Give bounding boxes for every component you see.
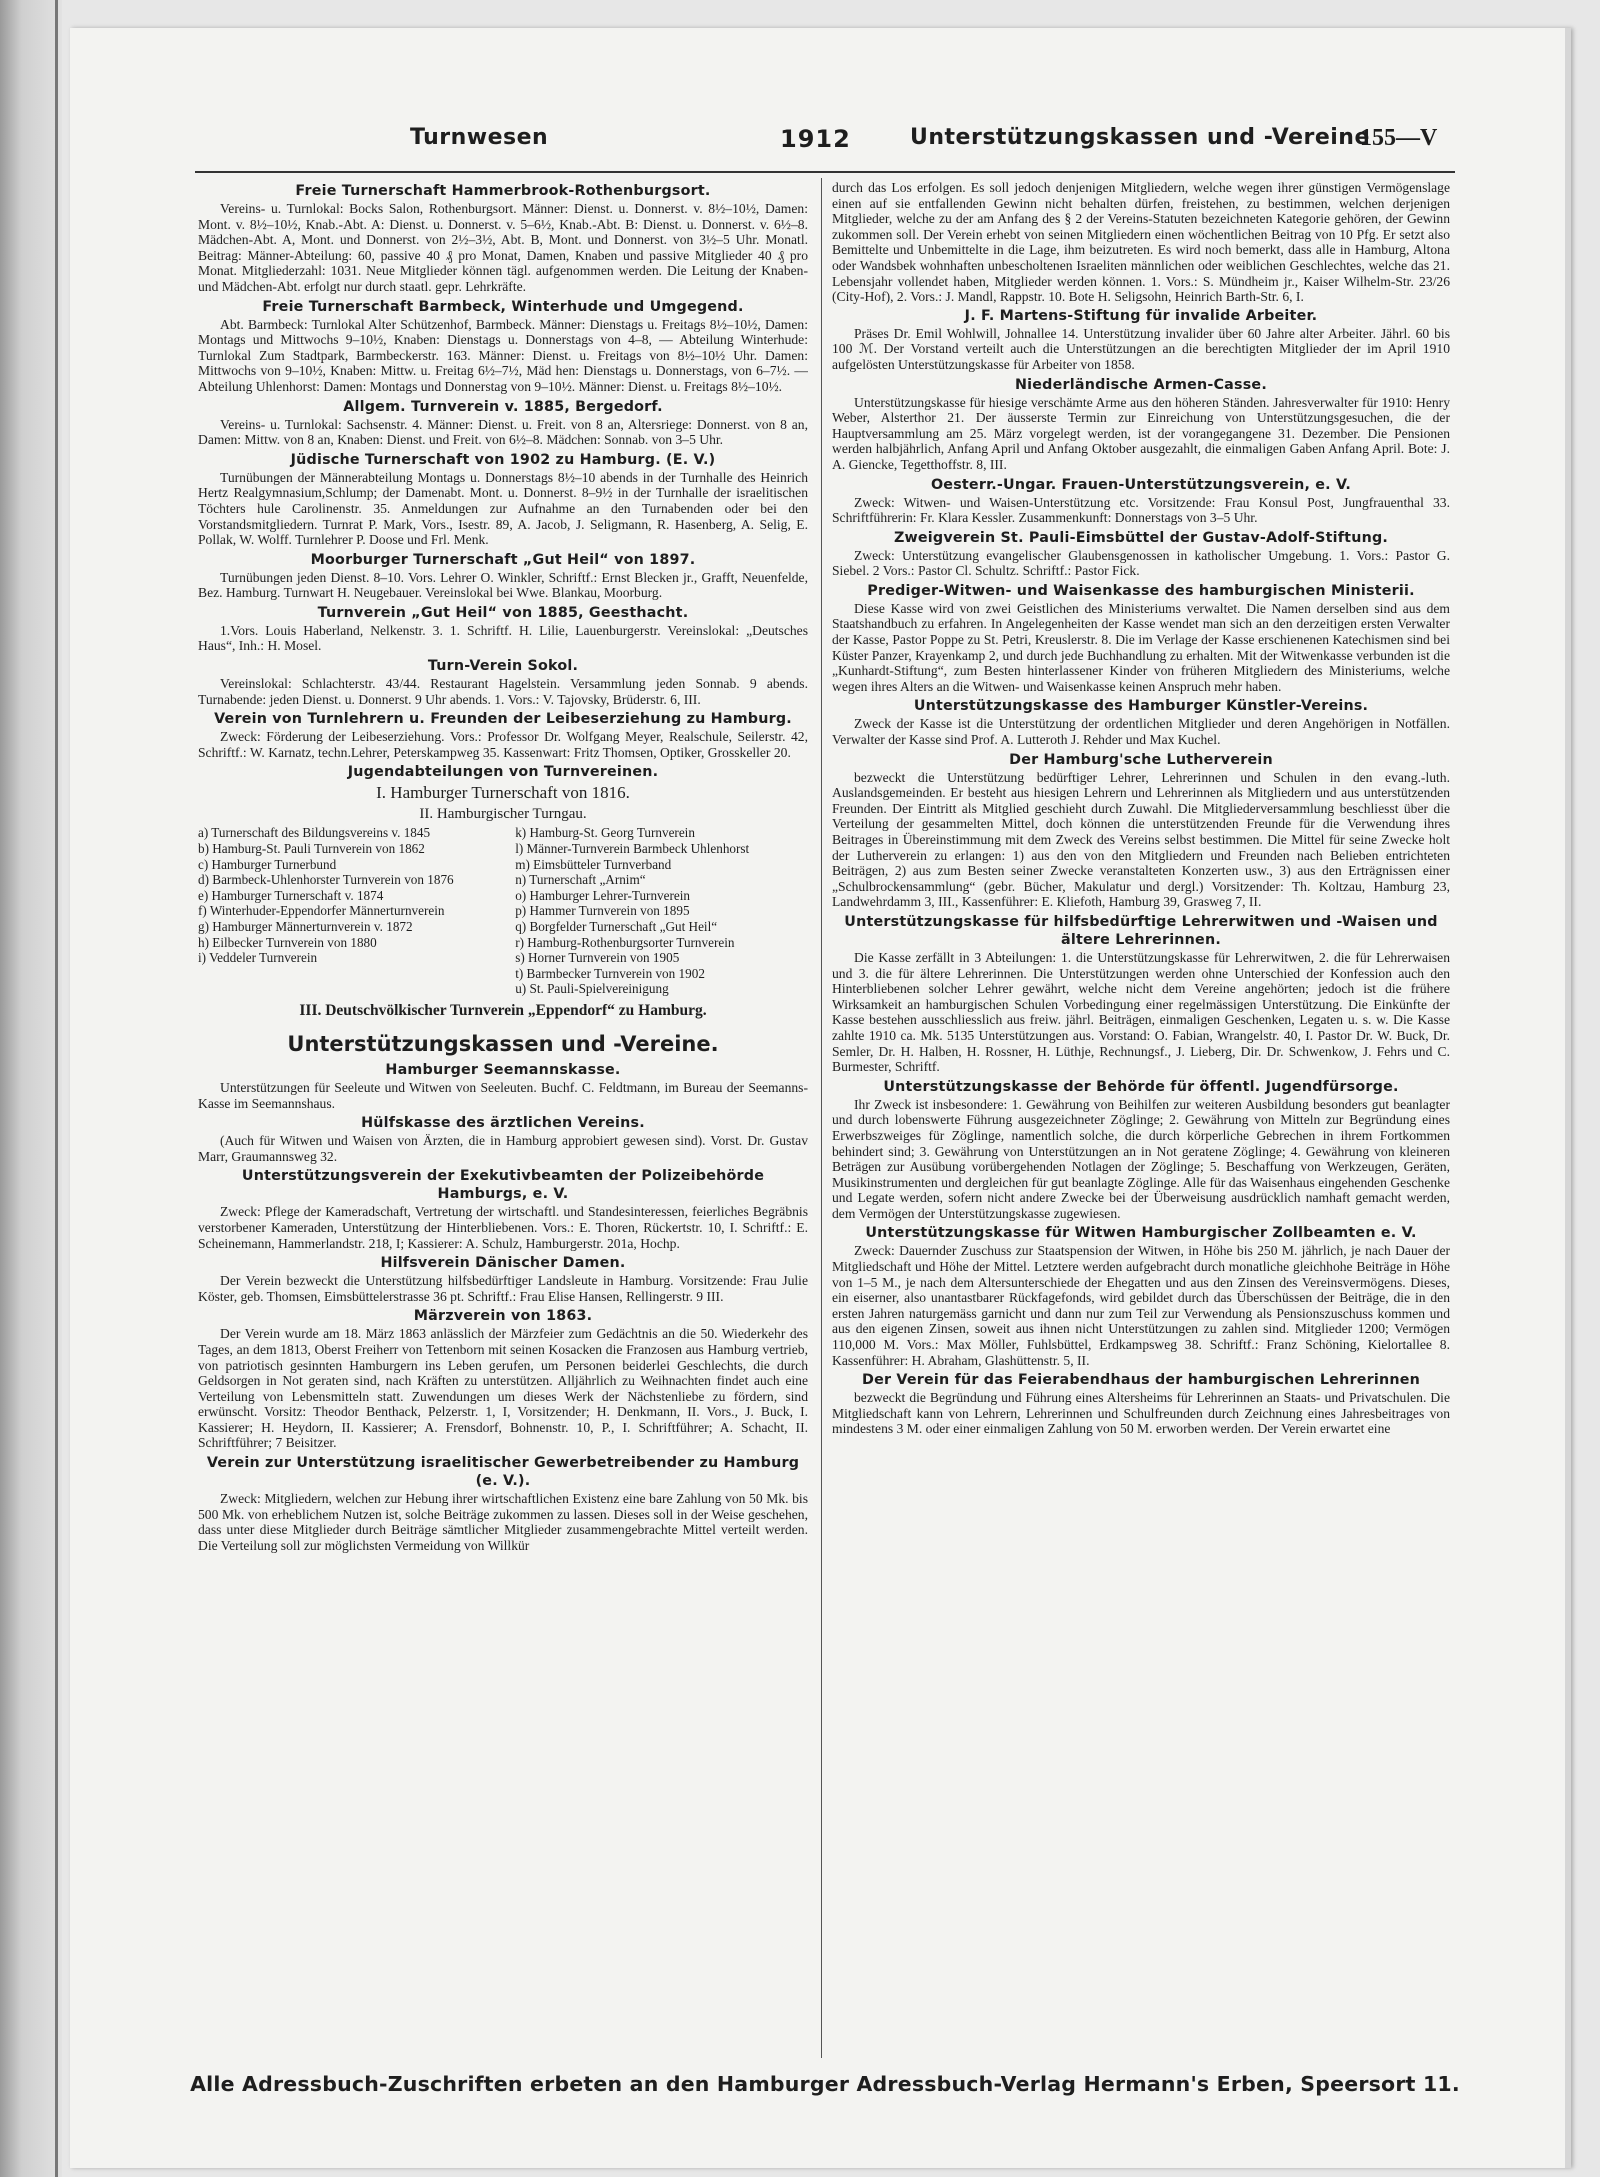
right-sections bbox=[832, 307, 1450, 1437]
jugend-sub1: I. Hamburger Turnerschaft von 1816. bbox=[376, 783, 630, 803]
entry-section bbox=[832, 1224, 1450, 1368]
jugend-list-item: a) Turnerschaft des Bildungsvereins v. 1845 bbox=[198, 825, 431, 841]
entry-section bbox=[832, 1371, 1450, 1437]
entry-body: Der Verein wurde am 18. März 1863 anlässlich der Märzfeier zum Gedächtnis an die 50. Wiederkehr des Tages, an dem 1813, Oberst Freiherr von Tettenborn mit seinen Kosacken die Franzosen aus Hamburg vertrieb, von patriotisch gesinnten Hamburgern ins Leben gerufen, um Personen beiderlei Geschlechts, die durch Geldsorgen in Not geraten sind, nach Kräften zu unterstützen. Alljährlich zu Weihnachten findet auch eine Verteilung von Lebensmitteln statt. Zuwendungen um dieses Werk der Nächstenliebe zu fördern, sind erwünscht. Vorsitz: Theodor Benthack, Pelzerstr. 1, I, Vorsitzender; H. Denkmann, II. Vors., J. Buck, I. Kassierer; H. Heydorn, II. Kassierer; A. Frensdorf, Bohnenstr. 10, P., I. Schriftführer; A. Schacht, II. Schriftführer; 7 Beisitzer. bbox=[198, 1326, 808, 1451]
entry-body: Zweck: Dauernder Zuschuss zur Staatspension der Witwen, in Höhe bis 250 M. jährlich, je nach Dauer der Mitgliedschaft und Höhe der Mittel. Letztere werden aufgebracht durch monatliche gleichhohe Beiträge in Höhe von 1–5 M., je nach dem Altersunterschiede der Ehegatten und aus den Zinsen des Vereinsvermögens. Dieses, ein eiserner, also unantastbarer Rückfagefonds, wird gebildet durch das Überschüssen der Beiträge, die in den ersten Jahren naturgemäss garnicht und dann nur zum Teil zur Verwendung als Pensionszuschuss kommen und aus den eigenen Zinsen, soweit aus ihnen nicht Unterstützungen zu zahlen sind. Mitglieder 1200; Vermögen 110,000 M. Vors.: Max Möller, Fuhlsbüttel, Erdkampsweg 38. Schriftf.: Franz Schöning, Kielortallee 8. Kassenführer: H. Abraham, Glashüttenstr. 5, II. bbox=[832, 1243, 1450, 1368]
entry-heading: Niederländische Armen-Casse. bbox=[1015, 376, 1267, 393]
entry-heading: Hilfsverein Dänischer Damen. bbox=[380, 1255, 626, 1272]
entry-section bbox=[832, 1078, 1450, 1222]
entry-section bbox=[198, 1114, 808, 1164]
entry-section bbox=[198, 1061, 808, 1111]
jugend-list-item: i) Veddeler Turnverein bbox=[198, 950, 318, 966]
entry-heading: Turn-Verein Sokol. bbox=[427, 658, 579, 675]
entry-heading: J. F. Martens-Stiftung für invalide Arbeiter. bbox=[964, 307, 1318, 324]
left-sections-top bbox=[198, 182, 808, 760]
entry-body: Zweck: Witwen- und Waisen-Unterstützung etc. Vorsitzende: Frau Konsul Post, Jungfrauenthal 33. Schriftführerin: Fr. Klara Kessler. Zusammenkunft: Donnerstags von 3–5 Uhr. bbox=[832, 494, 1450, 526]
entry-body: Zweck: Mitgliedern, welchen zur Hebung ihrer wirtschaftlichen Existenz eine bare Zahlung von 50 Mk. bis 500 Mk. von erheblichem Nutzen ist, solche Beiträge zukommen zu lassen. Dieses soll in der Weise geschehen, dass unter diese Mitglieder durch Beiträge sämtlicher Mitglieder zusammengebrachte Mittel verteilt werden. Die Verteilung soll zur möglichsten Vermeidung von Willkür bbox=[198, 1491, 808, 1553]
header-chapter-title: Unterstützungskassen und -Vereine bbox=[910, 125, 1370, 150]
entry-section bbox=[198, 451, 808, 548]
right-column bbox=[832, 180, 1450, 2060]
entry-body: bezweckt die Begründung und Führung eines Altersheims für Lehrerinnen an Staats- und Privatschulen. Die Mitgliedschaft kann von Lehrern, Lehrerinnen und Schulfreunden durch Zeichnung eines Jahresbeitrages von mindestens 3 M. oder einer einmaligen Zahlung von 50 M. erworben werden. Der Verein erwartet eine bbox=[832, 1390, 1450, 1437]
entry-section bbox=[198, 710, 808, 760]
jugend-list-item: p) Hammer Turnverein von 1895 bbox=[515, 903, 690, 919]
entry-section bbox=[832, 913, 1450, 1075]
left-column bbox=[198, 180, 808, 2060]
column-divider bbox=[821, 178, 822, 2058]
entry-body: bezweckt die Unterstützung bedürftiger Lehrer, Lehrerinnen und Schulen in den evang.-luth. Auslandsgemeinden. Er besteht aus hiesigen Lehrern und Lehrerinnen als Mitgliedern und aus unterstützenden Freunden. Der Eintritt als Mitglied geschieht durch Zuwahl. Die Mitgliederversammlung beschliesst über die Verteilung der gesammelten Mittel, doch können die unterstützenden Freunde für die Verwendung ihres Beitrages in Übereinstimmung mit dem Zweck des Vereins selbst bestimmen. Die Mittel für seine Zwecke holt der Lutherverein zu erlangen: 1) aus den von den Mitgliedern und Freunden nach Belieben entrichteten Beiträgen, 2) aus zum Besten seiner Zwecke veranstalteten Konzerten usw., 3) aus den Erträgnissen einer „Schulbrockensammlung“ (gebr. Bücher, Makulatur und dergl.) Vorsitzender: Th. Koltzau, Hamburg 23, Landwehrdamm 3, III., Kassenführer: E. Kliefoth, Hamburg 39, Grasweg 7, II. bbox=[832, 769, 1450, 910]
entry-heading: Turnverein „Gut Heil“ von 1885, Geesthacht. bbox=[317, 604, 689, 621]
entry-heading: Hamburger Seemannskasse. bbox=[385, 1061, 621, 1078]
entry-body: Zweck der Kasse ist die Unterstützung der ordentlichen Mitglieder und deren Angehörigen in Notfällen. Verwalter der Kasse sind Prof. A. Lutteroth J. Rehder und Max Kuchel. bbox=[832, 716, 1450, 748]
entry-body: Präses Dr. Emil Wohlwill, Johnallee 14. Unterstützung invalider über 60 Jahre alter Arbeiter. Jährl. 60 bis 100 ℳ. Der Vorstand verteilt auch die Unterstützungen an die berechtigten Mitglieder der im April 1910 aufgelösten Unterstützungskasse für Arbeiter von 1858. bbox=[832, 325, 1450, 372]
page-header bbox=[120, 125, 1455, 165]
entry-heading: Jüdische Turnerschaft von 1902 zu Hamburg. (E. V.) bbox=[290, 451, 716, 468]
left-sections-bottom bbox=[198, 1061, 808, 1553]
jugend-list-item: q) Borgfelder Turnerschaft „Gut Heil“ bbox=[515, 919, 718, 934]
jugend-sub2: II. Hamburgischer Turngau. bbox=[419, 806, 587, 823]
jugend-list-item: l) Männer-Turnverein Barmbeck Uhlenhorst bbox=[515, 841, 750, 857]
entry-section bbox=[198, 398, 808, 448]
entry-heading: Moorburger Turnerschaft „Gut Heil“ von 1897. bbox=[310, 551, 696, 568]
entry-heading: Verein zur Unterstützung israelitischer Gewerbetreibender zu Hamburg (e. V.). bbox=[206, 1455, 800, 1490]
entry-section bbox=[198, 182, 808, 295]
entry-heading: Der Hamburg'sche Lutherverein bbox=[1009, 751, 1273, 768]
jugend-list-item: g) Hamburger Männerturnverein v. 1872 bbox=[198, 919, 413, 934]
entry-body: Vereins- u. Turnlokal: Sachsenstr. 4. Männer: Dienst. u. Freit. von 8 an, Altersriege: Donnerst. von 8 an, Damen: Mittw. von 8 an, Knaben: Dienst. und Freit. von 6½–8. Mädchen: Sonnab. von 3–5 Uhr. bbox=[198, 416, 808, 448]
entry-body: Zweck: Unterstützung evangelischer Glaubensgenossen in katholischer Umgebung. 1. Vors.: Pastor G. Siebel. 2 Vors.: Pastor Cl. Schultz. Schriftf.: Pastor Fick. bbox=[832, 547, 1450, 579]
jugend-list-item: k) Hamburg-St. Georg Turnverein bbox=[515, 825, 695, 841]
entry-body: Ihr Zweck ist insbesondere: 1. Gewährung von Beihilfen zur weiteren Ausbildung besonders gut beanlagter und durch lobenswerte Führung ausgezeichneter Zöglinge; 2. Gewährung von Mitteln zur Begründung eines Erwerbszweiges für Zöglinge, namentlich solche, die durch körperliche Gebrechen in ihrem Fortkommen behindert sind; 3. Gewährung von Unterstützungen an in Not geratene Zöglinge; 4. Gewährung von kleineren Beträgen zur Ausübung vorübergehenden Notlagen der Zöglinge; 5. Beschaffung von Werkzeugen, Geräten, Musikinstrumenten und dergleichen für gut beanlagte Zöglinge. Alle für das Waisenhaus eingehenden Geschenke und Legate werden, sofern nicht andere Zwecke bei der Überweisung ausdrücklich namhaft gemacht werden, dem Vermögen der Unterstützungskasse zugewiesen. bbox=[832, 1096, 1450, 1221]
header-year: 1912 bbox=[780, 125, 851, 153]
entry-body: Zweck: Pflege der Kameradschaft, Vertretung der wirtschaftl. und Standesinteressen, feierliches Begräbnis verstorbener Kameraden, Unterstützung der Hinterbliebenen. Vors.: E. Thoren, Rückertstr. 10, I. Schriftf.: E. Scheinemann, Hammerlandstr. 218, I; Kassierer: A. Schulz, Hamburgerstr. 201a, Hochp. bbox=[198, 1204, 808, 1251]
entry-section bbox=[198, 551, 808, 601]
entry-section bbox=[832, 697, 1450, 747]
header-section-title: Turnwesen bbox=[410, 125, 549, 150]
entry-section bbox=[832, 751, 1450, 910]
book-gutter bbox=[0, 0, 62, 2177]
entry-body: Der Verein bezweckt die Unterstützung hilfsbedürftiger Landsleute in Hamburg. Vorsitzende: Frau Julie Köster, geb. Thomsen, Eimsbüttelerstrasse 36 pt. Schriftf.: Frau Elise Hansen, Rellingerstr. 9 III. bbox=[198, 1273, 808, 1304]
jugend-section bbox=[198, 763, 808, 1020]
entry-section bbox=[832, 476, 1450, 526]
entry-heading: Zweigverein St. Pauli-Eimsbüttel der Gustav-Adolf-Stiftung. bbox=[893, 529, 1389, 546]
jugend-list-right bbox=[515, 825, 808, 997]
entry-heading: Hülfskasse des ärztlichen Vereins. bbox=[361, 1115, 645, 1132]
right-intro-text: durch das Los erfolgen. Es soll jedoch denjenigen Mitgliedern, welche wegen ihrer günstigen Vermögenslage einen auf sie entfallenden Gewinn nicht behalten dürfen, freistehen, zu bestimmen, welchen derjenigen Mitglieder, welche zu der am Anfang des § 2 der Vereins-Statuten bezeichneten Kategorie gehören, der Gewinn zukommen soll. Der Verein erhebt von seinen Mitgliedern einen wöchentlichen Beitrag von 10 Pfg. Er setzt also Bemittelte und Unbemittelte in die Lage, ihm beizutreten. Es wird noch bemerkt, dass alle in Hamburg, Altona oder Wandsbek wohnhaften unbescholtenen Israeliten männlichen oder weiblichen Geschlechtes, welche das 21. Lebensjahr vollendet haben, Mitglieder werden können. 1. Vors.: S. Mündheim jr., Kaiser Wilhelm-Str. 23/26 (City-Hof), 2. Vors.: J. Mandl, Rappstr. 10. Bote H. Seligsohn, Heinrich Barth-Str. 6, I. bbox=[832, 180, 1450, 305]
entry-body: Zweck: Förderung der Leibeserziehung. Vors.: Professor Dr. Wolfgang Meyer, Realschule, Seilerstr. 42, Schriftf.: W. Karnatz, techn.Lehrer, Peterskampweg 35. Kassenwart: Fritz Thomsen, Optiker, Grosskeller 20. bbox=[198, 729, 808, 760]
entry-body: Turnübungen der Männerabteilung Montags u. Donnerstags 8½–10 abends in der Turnhalle des Heinrich Hertz Realgymnasium,Schlump; der Damenabt. Mont. u. Donnerst. 8–9½ in der Turnhalle der israelitischen Töchters hule Carolinenstr. 35. Anmeldungen zur Aufnahme an den Turnabenden oder bei den Vorstandsmitgliedern. Turnrat P. Mark, Vors., Isestr. 89, A. Jacob, J. Seligmann, R. Hasenberg, A. Selig, E. Pollak, W. Wolff. Turnlehrer P. Doose und Frl. Menk. bbox=[198, 469, 808, 548]
entry-heading: Unterstützungskasse des Hamburger Künstler-Vereins. bbox=[913, 698, 1369, 715]
entry-heading: Prediger-Witwen- und Waisenkasse des hamburgischen Ministerii. bbox=[867, 582, 1415, 599]
jugend-heading: Jugendabteilungen von Turnvereinen. bbox=[347, 764, 659, 781]
jugend-list-item: c) Hamburger Turnerbund bbox=[198, 856, 337, 872]
jugend-list-item: o) Hamburger Lehrer-Turnverein bbox=[515, 887, 690, 903]
entry-body: Diese Kasse wird von zwei Geistlichen des Ministeriums verwaltet. Die Namen derselben sind aus dem Staatshandbuch zu erfahren. In Angelegenheiten der Kasse wendet man sich an den derzeitigen ersten Verwalter der Kasse, Pastor Poppe zu St. Petri, Kreuslerstr. 8. Die im Verlage der Kasse erschienenen Katechismen sind bei Küster Panzer, Krayenkamp 2, und durch jede Buchhandlung zu erhalten. Mit der Witwenkasse verbunden ist die „Kunhardt-Stiftung“, zum Besten hinterlassener Kinder von früheren Mitgliedern des Ministeriums, welche wegen ihres Alters an die Witwen- und Waisenkasse keinen Anspruch mehr haben. bbox=[832, 600, 1450, 694]
chapter-heading: Unterstützungskassen und -Vereine. bbox=[287, 1031, 719, 1056]
entry-body: Unterstützungen für Seeleute und Witwen von Seeleuten. Buchf. C. Feldtmann, im Bureau der Seemanns-Kasse im Seemannshaus. bbox=[198, 1079, 808, 1111]
entry-body: Vereinslokal: Schlachterstr. 43/44. Restaurant Hagelstein. Versammlung jeden Sonnab. 9 abends. Turnabende: jeden Dienst. u. Donnerst. 9 Uhr abends. 1. Vors.: V. Tajovsky, Brüderstr. 6, III. bbox=[198, 676, 808, 707]
entry-section bbox=[832, 376, 1450, 473]
entry-section bbox=[198, 1454, 808, 1553]
entry-body: Unterstützungskasse für hiesige verschämte Arme aus den höheren Ständen. Jahresverwalter für 1910: Henry Weber, Alsterthor 21. Der äusserste Termin zur Einreichung von Unterstützungsgesuchen, die der Hauptversammlung am 25. März vorgelegt werden, ist der vorangegangene 31. Dezember. Die Pensionen werden halbjährlich, Anfang April und Anfang Oktober ausgezahlt, die einmaligen Gaben Anfang April. Bote: J. A. Giencke, Tegetthoffstr. 8, III. bbox=[832, 394, 1450, 472]
entry-section bbox=[198, 1254, 808, 1304]
entry-heading: Unterstützungskasse für Witwen Hamburgischer Zollbeamten e. V. bbox=[865, 1225, 1417, 1242]
jugend-list-item: m) Eimsbütteler Turnverband bbox=[515, 856, 672, 872]
jugend-sub3: III. Deutschvölkischer Turnverein „Eppendorf“ zu Hamburg. bbox=[299, 1001, 707, 1019]
entry-heading: Unterstützungsverein der Exekutivbeamten der Polizeibehörde Hamburgs, e. V. bbox=[241, 1168, 765, 1203]
footer-notice: Alle Adressbuch-Zuschriften erbeten an den Hamburger Adressbuch-Verlag Hermann's Erben, Speersort 11. bbox=[190, 2072, 1460, 2096]
entry-heading: Märzverein von 1863. bbox=[413, 1308, 593, 1325]
entry-heading: Der Verein für das Feierabendhaus der hamburgischen Lehrerinnen bbox=[862, 1372, 1420, 1389]
jugend-list-item: b) Hamburg-St. Pauli Turnverein von 1862 bbox=[198, 841, 425, 857]
jugend-list-item: r) Hamburg-Rothenburgsorter Turnverein bbox=[515, 934, 735, 950]
jugend-lists bbox=[198, 825, 808, 997]
jugend-list-left bbox=[198, 825, 491, 997]
jugend-list-item: h) Eilbecker Turnverein von 1880 bbox=[198, 934, 377, 950]
entry-heading: Freie Turnerschaft Hammerbrook-Rothenburgsort. bbox=[295, 183, 711, 199]
entry-section bbox=[832, 529, 1450, 579]
entry-body: Turnübungen jeden Dienst. 8–10. Vors. Lehrer O. Winkler, Schriftf.: Ernst Blecken jr., Grafft, Neuenfelde, Bez. Hamburg. Turnwart H. Neugebauer. Vereinslokal bei Wwe. Blankau, Moorburg. bbox=[198, 569, 808, 601]
header-page-number: 155—V bbox=[1360, 125, 1438, 151]
entry-heading: Allgem. Turnverein v. 1885, Bergedorf. bbox=[343, 398, 663, 415]
jugend-list-item: e) Hamburger Turnerschaft v. 1874 bbox=[198, 887, 384, 903]
entry-heading: Oesterr.-Ungar. Frauen-Unterstützungsverein, e. V. bbox=[930, 476, 1352, 493]
entry-body: 1.Vors. Louis Haberland, Nelkenstr. 3. 1. Schriftf. H. Lilie, Lauenburgerstr. Vereinslokal: „Deutsches Haus“, Inh.: H. Mosel. bbox=[198, 622, 808, 654]
entry-body: Vereins- u. Turnlokal: Bocks Salon, Rothenburgsort. Männer: Dienst. u. Donnerst. v. 8½–10½, Damen: Mont. v. 8½–10½, Knab.-Abt. A: Dienst. u. Donnerst. v. 5–6½, Knab.-Abt. B: Dienst. u. Donnerst. v. 6½–8. Mädchen-Abt. A, Mont. und Donnerst. von 2½–3½, Abt. B, Mont. und Donnerst. von 3½–5 Uhr. Monatl. Beitrag: Männer-Abteilung: 60, passive 40 ₰ pro Monat, Damen, Knaben und passive Mitglieder 40 ₰ pro Monat. Mitgliederzahl: 1031. Neue Mitglieder können tägl. aufgenommen werden. Die Leitung der Knaben- und Mädchen-Abt. erfolgt nur durch staatl. gepr. Lehrkräfte. bbox=[198, 201, 808, 294]
entry-section bbox=[198, 1307, 808, 1451]
entry-heading: Unterstützungskasse für hilfsbedürftige Lehrerwitwen und -Waisen und ältere Lehrerinnen. bbox=[844, 913, 1438, 948]
jugend-list-item: t) Barmbecker Turnverein von 1902 bbox=[515, 965, 705, 981]
entry-body: Die Kasse zerfällt in 3 Abteilungen: 1. die Unterstützungskasse für Lehrerwitwen, 2. die für Lehrerwaisen und 3. die für ältere Lehrerinnen. Die Unterstützungen werden ohne Unterschied der Konfession auch den Hinterbliebenen solcher Lehrer gewährt, welche nicht dem Vereine angehörten; jedoch ist die frühere Wirksamkeit an hamburgischen Schulen Vorbedingung einer regelmässigen Unterstützung. Die Einkünfte der Kasse bestehen ausschliesslich aus freiw. jährl. Beiträgen, einmaligen Geschenken, Legaten u. s. w. Die Kasse zahlte 1910 ca. Mk. 5135 Unterstützungen aus. Vorstand: O. Fabian, Wrangelstr. 40, I. Pastor Dr. W. Buck, Dr. Semler, Dr. H. Halben, H. Rossner, H. Lüthje, Rechnungsf., J. Lieberg, Dir. Dr. Schwenkow, J. Fehrs und C. Burmester, Schriftf. bbox=[832, 949, 1450, 1075]
jugend-list-item: s) Horner Turnverein von 1905 bbox=[515, 950, 680, 966]
entry-section bbox=[832, 307, 1450, 373]
entry-section bbox=[198, 604, 808, 654]
entry-section bbox=[198, 657, 808, 707]
jugend-list-item: u) St. Pauli-Spielvereinigung bbox=[515, 981, 669, 997]
entry-heading: Unterstützungskasse der Behörde für öffentl. Jugendfürsorge. bbox=[883, 1078, 1399, 1095]
entry-section bbox=[832, 582, 1450, 695]
header-rule bbox=[195, 171, 1455, 173]
jugend-list-item: n) Turnerschaft „Arnim“ bbox=[515, 872, 646, 888]
entry-body: Abt. Barmbeck: Turnlokal Alter Schützenhof, Barmbeck. Männer: Dienstags u. Freitags 8½–10½, Damen: Montags und Mittwochs 9–10½, Knaben: Dienstags u. Donnerstags von 4–8, — Abteilung Winterhude: Turnlokal Zum Stadtpark, Barmbeckerstr. 163. Männer: Dienst. u. Freitags von 8½–10½ Uhr. Damen: Mittwochs von 9–10½, Knaben: Mittw. u. Freitag 6½–7½, Mäd hen: Dienstags u. Donnerstags, von 6–7½. — Abteilung Uhlenhorst: Damen: Montags und Donnerstag von 9–10½. Männer: Dienst. u. Freitags 8½–10½. bbox=[198, 316, 808, 394]
entry-heading: Freie Turnerschaft Barmbeck, Winterhude und Umgegend. bbox=[262, 298, 744, 315]
jugend-list-item: d) Barmbeck-Uhlenhorster Turnverein von 1876 bbox=[198, 872, 454, 888]
entry-heading: Verein von Turnlehrern u. Freunden der Leibeserziehung zu Hamburg. bbox=[214, 711, 792, 728]
entry-body: (Auch für Witwen und Waisen von Ärzten, die in Hamburg approbiert gewesen sind). Vorst. Dr. Gustav Marr, Graumannsweg 32. bbox=[198, 1133, 808, 1164]
jugend-list-item: f) Winterhuder-Eppendorfer Männerturnverein bbox=[198, 903, 445, 919]
entry-section bbox=[198, 298, 808, 395]
entry-section bbox=[198, 1167, 808, 1251]
